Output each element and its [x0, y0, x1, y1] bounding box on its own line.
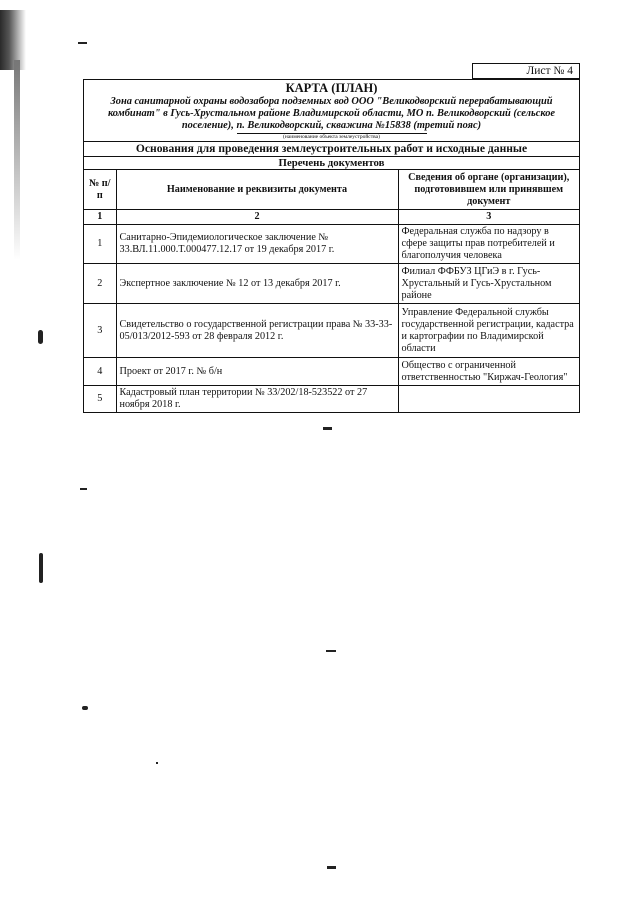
sheet-number-box: [472, 63, 580, 79]
scan-edge-artifact: [0, 10, 26, 70]
scan-speck: [156, 762, 158, 764]
table-row: [84, 358, 579, 386]
scan-speck: [327, 866, 336, 869]
subsection-title: Перечень документов: [84, 156, 579, 169]
scan-speck: [80, 488, 87, 490]
column-number: 3: [398, 210, 579, 225]
map-plan-frame: [83, 79, 580, 413]
scan-speck: [323, 427, 332, 430]
scan-speck: [326, 650, 336, 652]
sheet-number: Лист № 4: [526, 65, 573, 77]
column-number: 2: [116, 210, 398, 225]
header-organization: Сведения об органе (организации), подготовившем или принявшем документ: [398, 170, 579, 210]
document-title: КАРТА (ПЛАН): [285, 81, 378, 95]
documents-table: [84, 169, 579, 412]
header-number: № п/п: [84, 170, 116, 210]
row-number: 4: [84, 358, 116, 386]
row-document: Санитарно-Эпидемиологическое заключение № 33.ВЛ.11.000.Т.000477.12.17 от 19 декабря 2017 г.: [116, 225, 398, 264]
section-title: Основания для проведения землеустроительных работ и исходные данные: [84, 141, 579, 156]
scan-speck: [39, 553, 43, 583]
row-document: Экспертное заключение № 12 от 13 декабря 2017 г.: [116, 264, 398, 304]
row-document: Свидетельство о государственной регистрации права № 33-33-05/013/2012-593 от 28 февраля 2012 г.: [116, 304, 398, 358]
scan-speck: [38, 330, 43, 344]
scan-speck: [82, 706, 88, 710]
column-number-row: [84, 210, 579, 225]
table-row: [84, 264, 579, 304]
column-number: 1: [84, 210, 116, 225]
row-document: Проект от 2017 г. № б/н: [116, 358, 398, 386]
scan-speck: [78, 42, 87, 44]
table-row: [84, 304, 579, 358]
row-organization: [398, 386, 579, 413]
row-organization: Управление Федеральной службы государственной регистрации, кадастра и картографии по Владимирской области: [398, 304, 579, 358]
row-document: Кадастровый план территории № 33/202/18-523522 от 27 ноября 2018 г.: [116, 386, 398, 413]
row-number: 2: [84, 264, 116, 304]
row-organization: Федеральная служба по надзору в сфере защиты прав потребителей и благополучия человека: [398, 225, 579, 264]
object-name-note: (наименование объекта землеустройства): [237, 133, 427, 141]
header-document: Наименование и реквизиты документа: [116, 170, 398, 210]
table-header-row: [84, 170, 579, 210]
row-number: 1: [84, 225, 116, 264]
scan-edge-artifact: [14, 60, 20, 260]
document-subtitle: Зона санитарной охраны водозабора подземных вод ООО "Великодворский перерабатывающий комбинат" в Гусь-Хрустальном районе Владимирской области, МО п. Великодворский (сельское поселение), п. Великодворский, скважина №15838 (третий пояс): [107, 96, 556, 131]
row-organization: Филиал ФФБУЗ ЦГиЭ в г. Гусь-Хрустальный и Гусь-Хрустальном районе: [398, 264, 579, 304]
table-row: [84, 225, 579, 264]
row-number: 5: [84, 386, 116, 413]
row-number: 3: [84, 304, 116, 358]
row-organization: Общество с ограниченной ответственностью "Киржач-Геология": [398, 358, 579, 386]
table-row: [84, 386, 579, 413]
